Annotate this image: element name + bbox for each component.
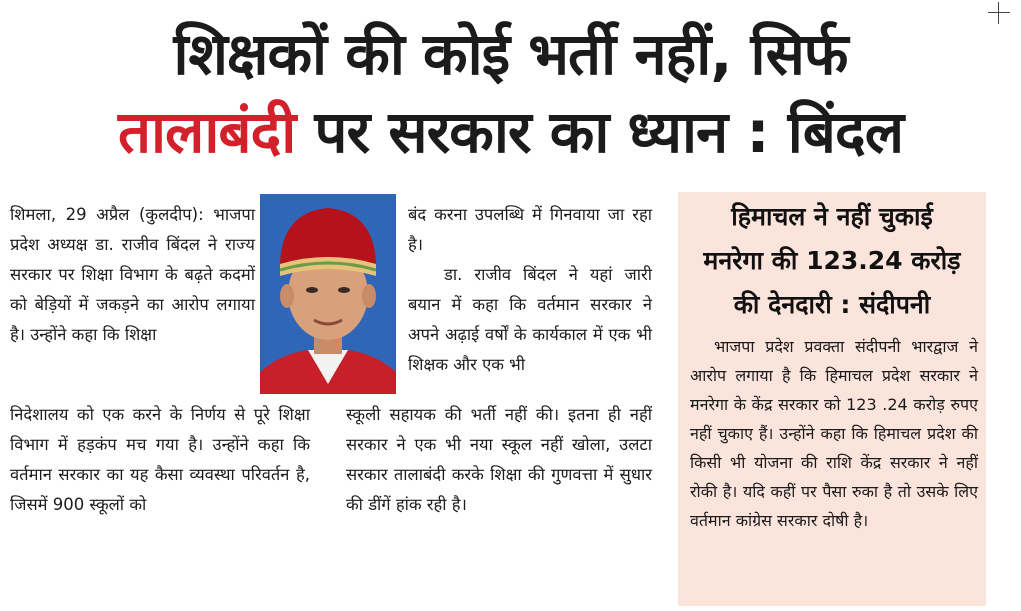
article-column-1-top <box>10 200 255 350</box>
sidebar-body <box>690 332 978 535</box>
article-column-2-bottom <box>346 400 652 520</box>
article-column-2-top <box>408 200 652 380</box>
article-text: डा. राजीव बिंदल ने यहां जारी बयान में कहा कि वर्तमान सरकार ने अपने अढ़ाई वर्षों के कार्यकाल में एक भी शिक्षक और एक भी <box>408 265 652 374</box>
article-text: स्कूली सहायक की भर्ती नहीं की। इतना ही नहीं सरकार ने एक भी नया स्कूल नहीं खोला, उलटा सरकार तालाबंदी करके शिक्षा की गुणवत्ता में सुधार की डींगें हांक रही है। <box>346 405 652 514</box>
article-text: निदेशालय को एक करने के निर्णय से पूरे शिक्षा विभाग में हड़कंप मच गया है। उन्होंने कहा कि वर्तमान सरकार का यह कैसा व्यवस्था परिवर्तन है, जिसमें 900 स्कूलों को <box>10 405 310 514</box>
sidebar-story <box>678 192 986 606</box>
article-text: शिमला, 29 अप्रैल (कुलदीप): भाजपा प्रदेश अध्यक्ष डा. राजीव बिंदल ने राज्य सरकार पर शिक्षा विभाग के बढ़ते कदमों को बेड़ियों में जकड़ने का आरोप लगाया है। उन्होंने कहा कि शिक्षा <box>10 205 255 344</box>
article-text: बंद करना उपलब्धि में गिनवाया जा रहा है। <box>408 205 652 254</box>
portrait-photo <box>260 194 396 394</box>
headline-line-1: शिक्षकों की कोई भर्ती नहीं, सिर्फ <box>173 20 848 88</box>
headline-line-2 <box>0 96 1021 168</box>
article-column-1-bottom <box>10 400 310 520</box>
sidebar-headline-line-1: हिमाचल ने नहीं चुकाई <box>731 202 933 231</box>
headline-highlight: तालाबंदी <box>117 98 296 166</box>
sidebar-headline-line-2: मनरेगा की 123.24 करोड़ <box>703 246 961 275</box>
sidebar-text: भाजपा प्रदेश प्रवक्ता संदीपनी भारद्वाज ने आरोप लगाया है कि हिमाचल प्रदेश सरकार ने मनरेगा के केंद्र सरकार को 123 .24 करोड़ रुपए नहीं चुकाए हैं। उन्होंने कहा कि हिमाचल प्रदेश की किसी भी योजना की राशि केंद्र सरकार ने नहीं रोकी है। यदि कहीं पर पैसा रुका है तो उसके लिए वर्तमान कांग्रेस सरकार दोषी है। <box>690 337 978 530</box>
sidebar-headline-line-3: की देनदारी : संदीपनी <box>733 290 931 319</box>
headline-rest: पर सरकार का ध्यान : बिंदल <box>295 98 904 166</box>
